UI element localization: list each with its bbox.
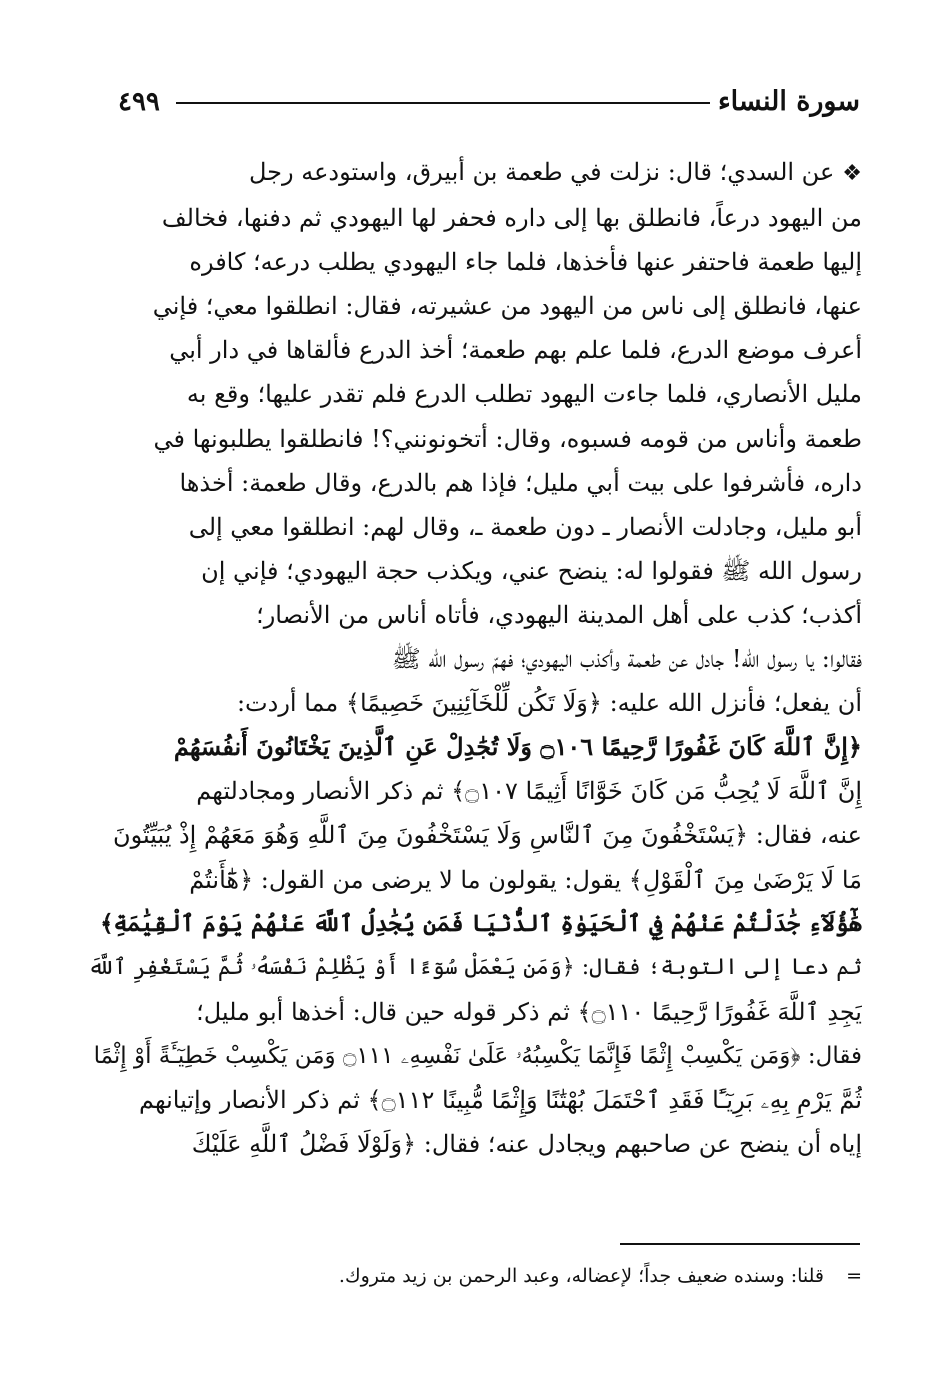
text-line — [86, 150, 862, 196]
header-rule — [176, 102, 710, 104]
text-line: داره، فأشرفوا على بيت أبي مليل؛ فإذا هم بالدرع، وقال طعمة: أخذها — [179, 468, 862, 497]
main-text — [86, 150, 862, 1230]
text-line: أكذب؛ كذب على أهل المدينة اليهودي، فأتاه أناس من الأنصار؛ — [256, 600, 862, 629]
text-line: ثُمَّ يَرْمِ بِهِۦ بَرِيٓـًٔا فَقَدِ ٱحْتَمَلَ بُهْتَٰنًا وَإِثْمًا مُّبِينًا ۝١١٢﴾ ثم ذكر الأنصار وإتيانهم — [139, 1085, 862, 1114]
text-line: مليل الأنصاري، فلما جاءت اليهود تطلب الدرع فلم تقدر عليها؛ وقع به — [186, 380, 862, 409]
text-line: أن يفعل؛ فأنزل الله عليه: ﴿وَلَا تَكُن لِّلْخَآئِنِينَ خَصِيمًا﴾ مما أردت: — [236, 689, 862, 718]
text-line: أبو مليل، وجادلت الأنصار ـ دون طعمة ـ، وقال لهم: انطلقوا معي إلى — [188, 512, 862, 541]
text-line: أعرف موضع الدرع، فلما علم بهم طعمة؛ أخذ الدرع فألقاها في دار أبي — [169, 336, 862, 365]
footnote-separator — [620, 1243, 860, 1245]
quran-verse-line: ﴿إِنَّ ٱللَّهَ كَانَ غَفُورًا رَّحِيمًا ۝١٠٦ وَلَا تُجَٰدِلْ عَنِ ٱلَّذِينَ يَخْتَانُونَ أَنفُسَهُمْ — [173, 732, 862, 762]
page-header — [118, 80, 860, 128]
page-number: ٤٩٩ — [118, 87, 160, 117]
text-line: إليها طعمة فاحتفر عنها فأخذها، فلما جاء اليهودي يطلب درعه؛ كافره — [189, 248, 862, 277]
text-line: طعمة وأناس من قومه فسبوه، وقال: أتخونونني؟! فانطلقوا يطلبونها في — [153, 424, 862, 453]
text-line: يَجِدِ ٱللَّهَ غَفُورًا رَّحِيمًا ۝١١٠﴾ ثم ذكر قوله حين قال: أخذها أبو مليل؛ — [196, 997, 862, 1026]
text-line: عنها، فانطلق إلى ناس من اليهود من عشيرته، فقال: انطلقوا معي؛ فإني — [152, 292, 862, 321]
quran-verse-line: هَٰٓؤُلَآءِ جَٰدَلْتُمْ عَنْهُمْ فِي ٱلْحَيَوٰةِ ٱلدُّنْيَا فَمَن يُجَٰدِلُ ٱللَّهَ عَنْهُمْ يَوْمَ ٱلْقِيَٰمَةِ﴾ — [100, 909, 862, 937]
surah-title: سورة النساء — [717, 86, 860, 117]
text-line: ثم دعا إلى التوبة؛ فقال: ﴿وَمَن يَعْمَلْ سُوٓءًا أَوْ يَظْلِمْ نَفْسَهُۥ ثُمَّ يَسْتَغْفِرِ ٱللَّهَ — [87, 954, 862, 980]
footnote-text: قلنا: وسنده ضعيف جداً؛ لإعضاله، وعبد الرحمن بن زيد متروك. — [338, 1265, 825, 1287]
text-line: إِنَّ ٱللَّهَ لَا يُحِبُّ مَن كَانَ خَوَّانًا أَثِيمًا ۝١٠٧﴾ ثم ذكر الأنصار ومجادلتهم — [196, 777, 862, 806]
text-line: رسول الله ﷺ فقولوا له: ينضح عني، ويكذب حجة اليهودي؛ فإني إن — [201, 556, 862, 585]
text-line-content: عن السدي؛ قال: نزلت في طعمة بن أبيرق، واستودعه رجل — [248, 158, 835, 186]
footnote — [200, 1260, 862, 1292]
text-line: إياه أن ينضح عن صاحبهم ويجادل عنه؛ فقال: ﴿وَلَوْلَا فَضْلُ ٱللَّهِ عَلَيْكَ — [191, 1130, 862, 1159]
text-line: عنه، فقال: ﴿يَسْتَخْفُونَ مِنَ ٱلنَّاسِ وَلَا يَسْتَخْفُونَ مِنَ ٱللَّهِ وَهُوَ مَعَهُمْ إِذْ يُبَيِّتُونَ — [112, 821, 862, 850]
text-line: من اليهود درعاً، فانطلق بها إلى داره فحفر لها اليهودي ثم دفنها، فخالف — [161, 204, 862, 233]
text-line: مَا لَا يَرْضَىٰ مِنَ ٱلْقَوْلِ﴾ يقول: يقولون ما لا يرضى من القول: ﴿هَٰٓأَنتُمْ — [189, 865, 862, 894]
text-line: فقال: ﴿وَمَن يَكْسِبْ إِثْمًا فَإِنَّمَا يَكْسِبُهُۥ عَلَىٰ نَفْسِهِۦ ۝١١١ وَمَن يَكْسِبْ خَطِيٓـَٔةً أَوْ إِثْمًا — [93, 1042, 862, 1069]
text-line: فقالوا: يا رسول الله! جادل عن طعمة وأكذب اليهودي؛ فهمّ رسول الله ﷺ — [391, 645, 862, 674]
bullet-icon: ❖ — [842, 161, 862, 186]
footnote-marker: = — [846, 1265, 862, 1287]
